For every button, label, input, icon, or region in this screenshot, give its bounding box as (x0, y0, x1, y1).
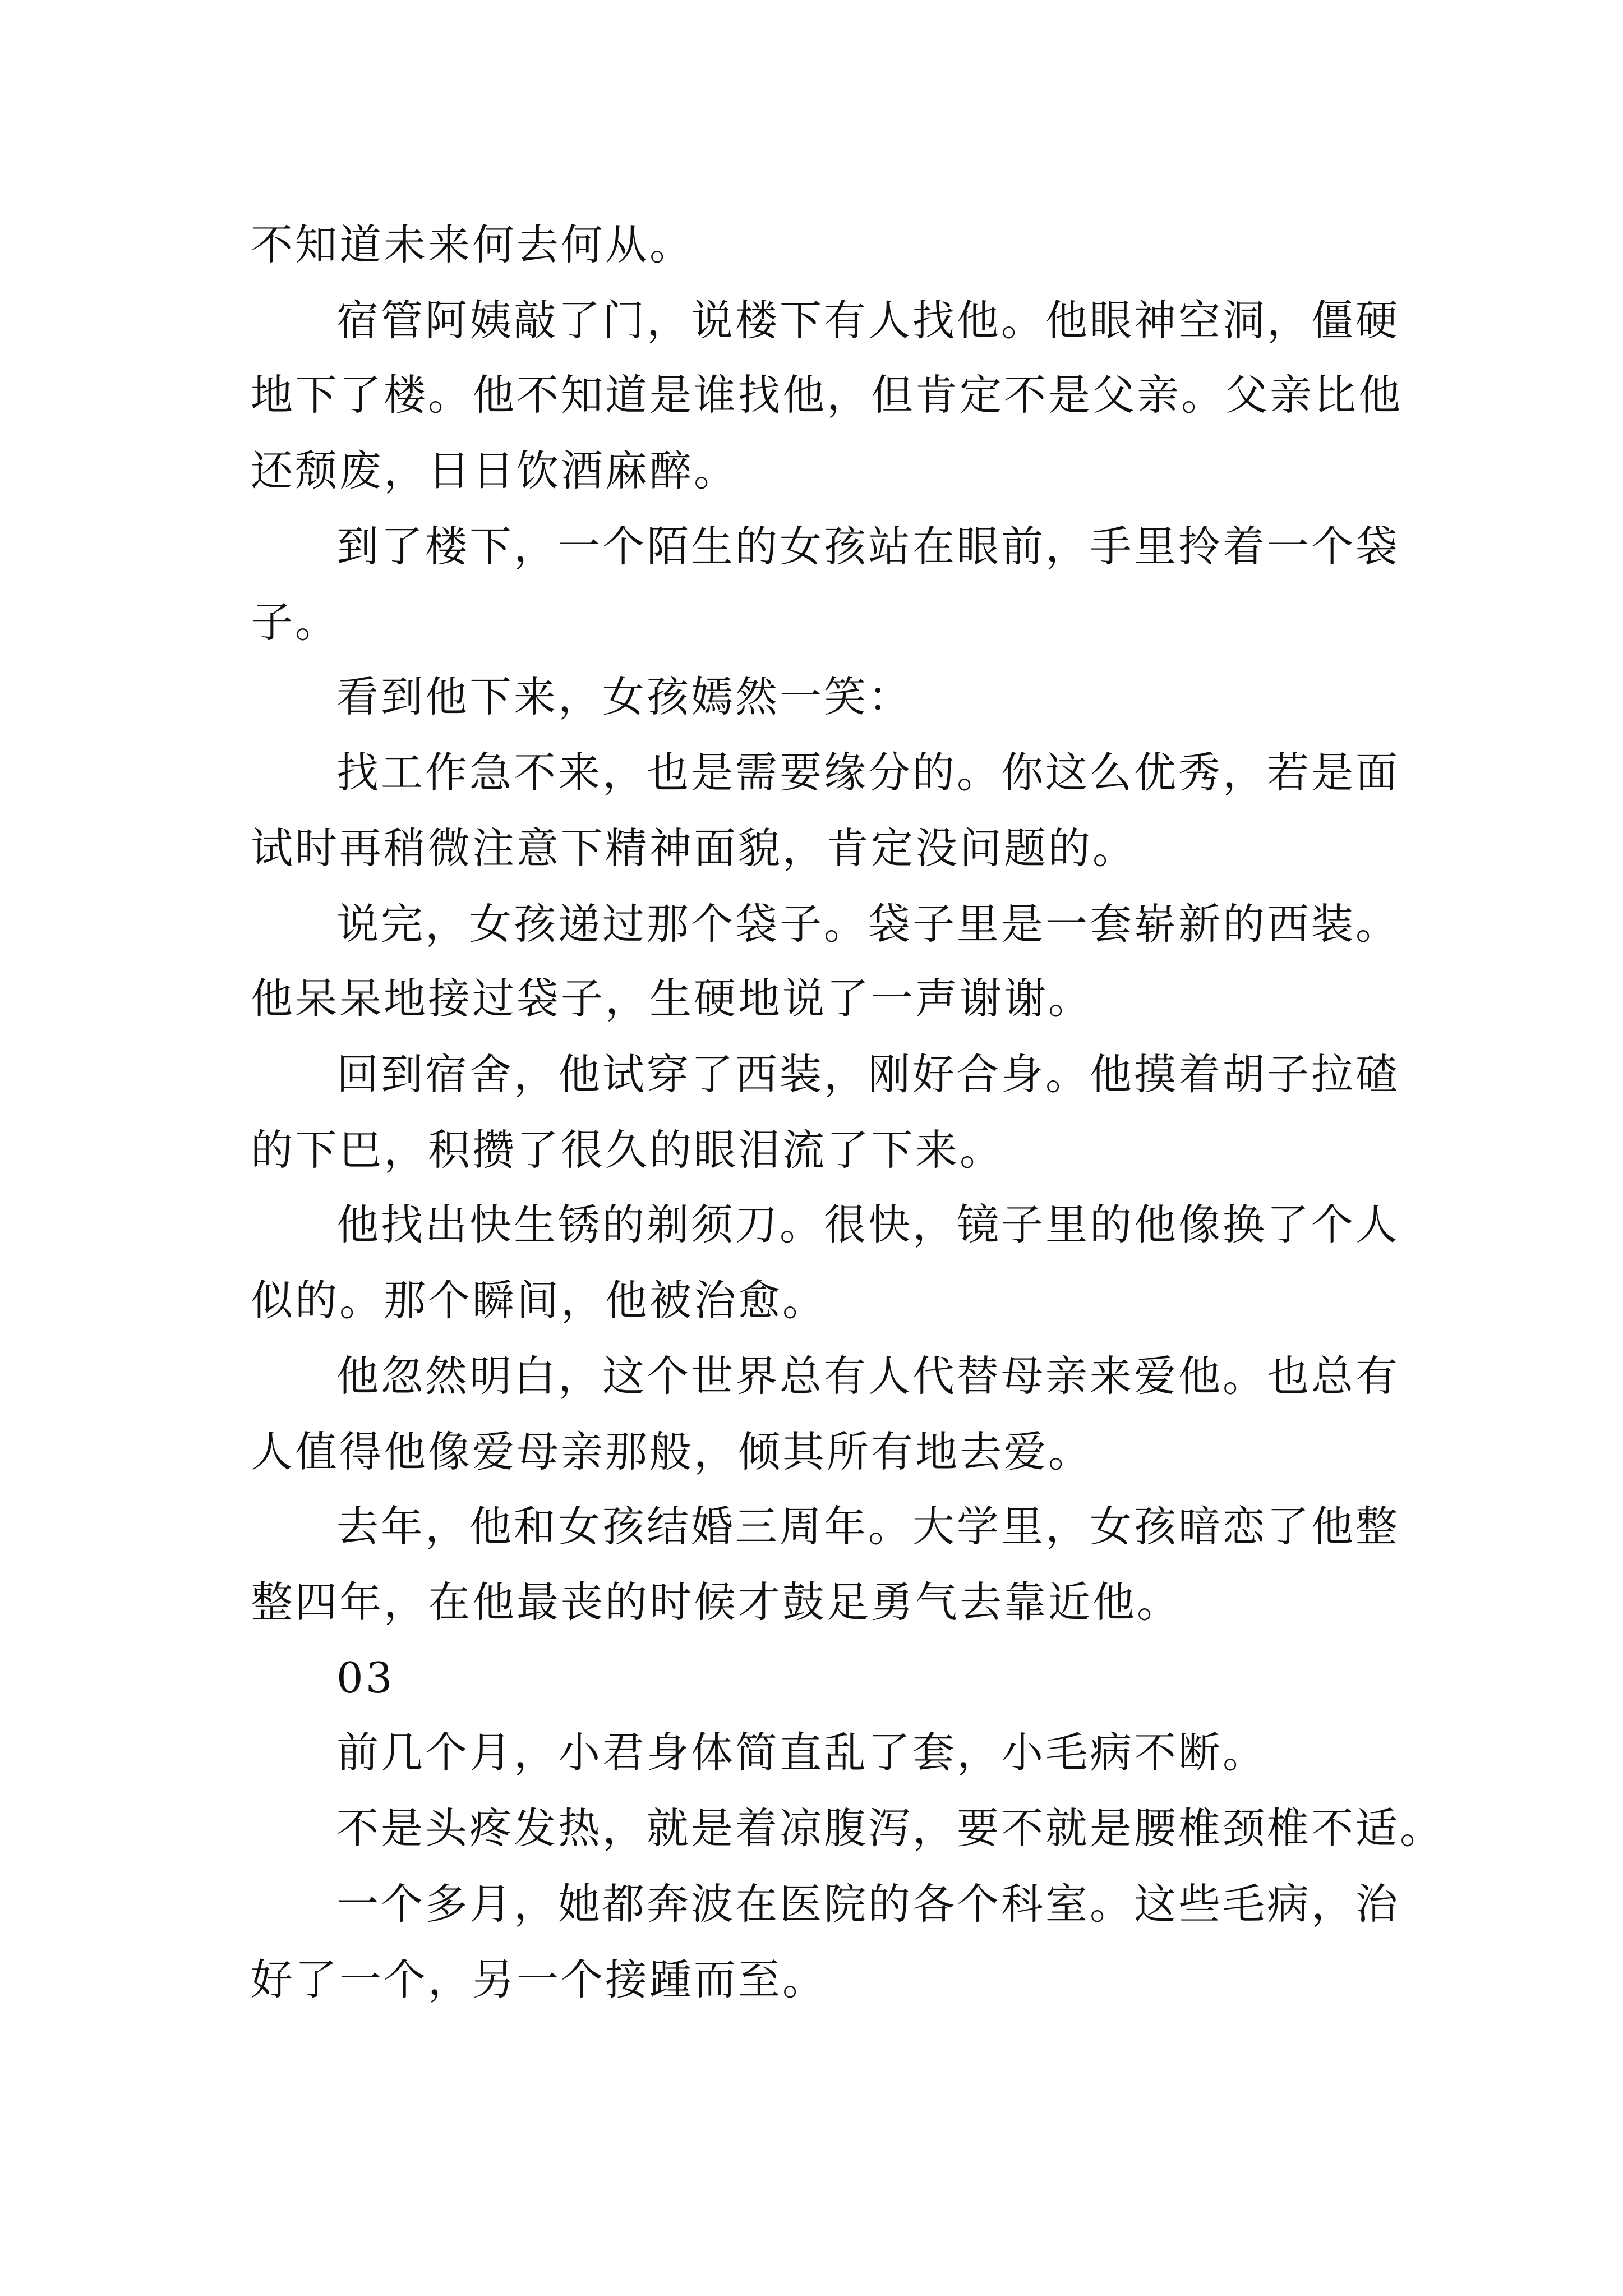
text-line: 到了楼下，一个陌生的女孩站在眼前，手里拎着一个袋 (336, 522, 1400, 571)
text-line: 整四年，在他最丧的时候才鼓足勇气去靠近他。 (251, 1577, 1182, 1627)
text-line: 人值得他像爱母亲那般，倾其所有地去爱。 (251, 1427, 1093, 1476)
text-line: 一个多月，她都奔波在医院的各个科室。这些毛病，治 (336, 1879, 1400, 1929)
text-line: 似的。那个瞬间，他被治愈。 (251, 1276, 827, 1325)
section-number: 03 (336, 1653, 395, 1703)
text-line: 回到宿舍，他试穿了西装，刚好合身。他摸着胡子拉碴 (336, 1050, 1400, 1099)
text-line: 说完，女孩递过那个袋子。袋子里是一套崭新的西装。 (336, 899, 1400, 949)
text-line: 看到他下来，女孩嫣然一笑： (336, 672, 913, 721)
text-line: 子。 (251, 597, 340, 647)
text-line: 试时再稍微注意下精神面貌，肯定没问题的。 (251, 823, 1137, 873)
text-line: 他呆呆地接过袋子，生硬地说了一声谢谢。 (251, 974, 1093, 1023)
text-line: 的下巴，积攒了很久的眼泪流了下来。 (251, 1125, 1004, 1175)
text-line: 他找出快生锈的剃须刀。很快，镜子里的他像换了个人 (336, 1200, 1400, 1249)
text-line: 地下了楼。他不知道是谁找他，但肯定不是父亲。父亲比他 (251, 370, 1403, 420)
text-line: 不知道未来何去何从。 (251, 220, 694, 269)
text-line: 去年，他和女孩结婚三周年。大学里，女孩暗恋了他整 (336, 1502, 1400, 1551)
text-line: 不是头疼发热，就是着凉腹泻，要不就是腰椎颈椎不适。 (336, 1803, 1445, 1853)
text-line: 好了一个，另一个接踵而至。 (251, 1955, 827, 2004)
text-line: 还颓废，日日饮酒麻醉。 (251, 446, 739, 495)
text-line: 宿管阿姨敲了门，说楼下有人找他。他眼神空洞，僵硬 (336, 296, 1400, 345)
text-line: 前几个月，小君身体简直乱了套，小毛病不断。 (336, 1728, 1267, 1777)
text-line: 找工作急不来，也是需要缘分的。你这么优秀，若是面 (336, 748, 1400, 797)
text-line: 他忽然明白，这个世界总有人代替母亲来爱他。也总有 (336, 1351, 1400, 1401)
